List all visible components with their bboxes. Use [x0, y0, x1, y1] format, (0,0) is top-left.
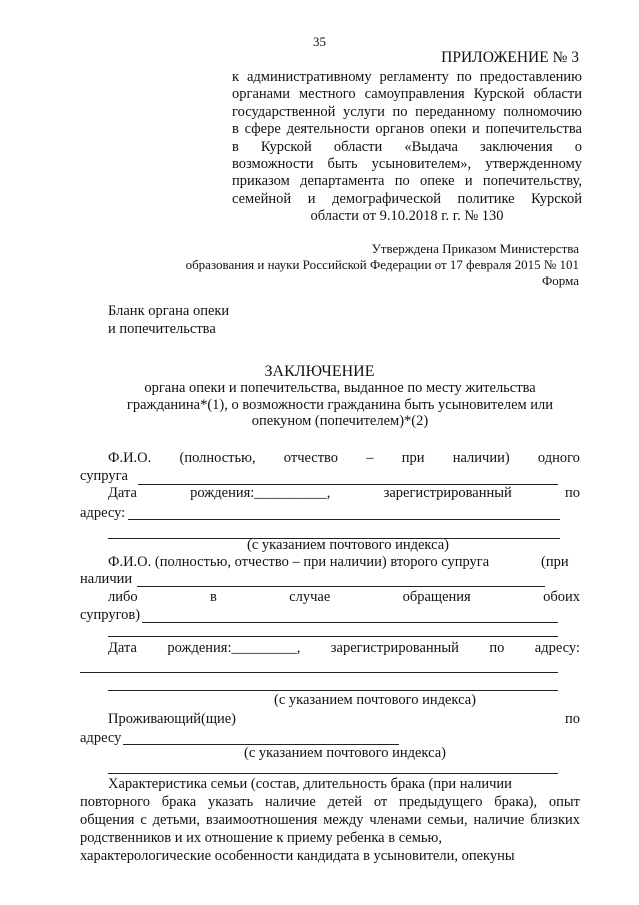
form-word: Дата: [108, 640, 137, 656]
spouses-label: супругов): [80, 607, 141, 623]
fio-first-spouse-row: [108, 450, 580, 467]
form-word: наличии): [452, 450, 510, 466]
characteristics-line: повторного брака указать наличие детей от предыдущего брака), опыт: [80, 794, 580, 810]
address-second-field[interactable]: [80, 672, 558, 673]
spouses-field[interactable]: [142, 622, 558, 623]
address-second-field-line2[interactable]: [108, 690, 558, 691]
form-word: отчество: [283, 450, 339, 466]
dob-field[interactable]: рождения:__________,: [190, 485, 331, 501]
form-word: зарегистрированный: [330, 640, 459, 656]
characteristics-line: [108, 776, 580, 793]
dob-first-spouse-row: [108, 485, 580, 502]
address-label: адресу:: [80, 505, 126, 521]
address-label: адресу: [80, 730, 122, 746]
letterhead-line: Бланк органа опеки: [108, 303, 230, 319]
regulation-line: приказом департамента по опеке и попечительству,: [232, 173, 582, 190]
second-spouse-name-field[interactable]: [137, 586, 545, 587]
regulation-line: области от 9.10.2018 г. г. № 130: [310, 208, 504, 225]
form-word: –: [366, 450, 374, 466]
form-word: при: [401, 450, 425, 466]
form-word: по: [564, 485, 580, 501]
characteristics-line: характерологические особенности кандидата в усыновители, опекуны: [80, 848, 515, 864]
regulation-reference: [232, 69, 582, 226]
postal-hint: (с указанием почтового индекса): [274, 692, 476, 708]
subtitle-line: опекуном (попечителем)*(2): [251, 413, 429, 429]
approval-line: Утверждена Приказом Министерства: [371, 241, 579, 256]
regulation-line: к административному регламенту по предоставлению: [232, 69, 582, 85]
postal-hint: (с указанием почтового индекса): [244, 745, 446, 761]
spouse-label: супруга: [80, 468, 128, 484]
paragraph-text: Характеристика семьи (состав, длительность брака (при наличии: [108, 776, 512, 792]
form-word: одного: [537, 450, 580, 466]
regulation-line: семейной и демографической политике Курской: [232, 190, 582, 207]
either-spouses-row: [108, 589, 580, 606]
authority-letterhead: [108, 302, 229, 338]
form-word: по: [489, 640, 505, 656]
form-word: (полностью,: [179, 450, 256, 466]
approval-line: образования и науки Российской Федерации от 17 февраля 2015 № 101: [185, 257, 579, 272]
page-number: 35: [313, 34, 326, 49]
residing-label: Проживающий(щие): [108, 711, 237, 727]
form-word: зарегистрированный: [383, 485, 512, 501]
document-subtitle: [110, 380, 570, 430]
form-word: обращения: [402, 589, 471, 605]
regulation-line: в сфере деятельности органов опеки и попечительства: [232, 121, 582, 138]
approval-line: Форма: [542, 273, 579, 288]
subtitle-line: органа опеки и попечительства, выданное по месту жительства: [144, 380, 536, 396]
regulation-line: органами местного самоуправления Курской области: [232, 86, 582, 103]
regulation-line: в Курской области «Выдача заключения о: [232, 138, 582, 155]
form-word: случае: [289, 589, 331, 605]
subtitle-line: гражданина*(1), о возможности гражданина быть усыновителем или: [126, 396, 554, 413]
regulation-line: возможности быть усыновителем», утвержденному: [232, 156, 582, 173]
form-word: обоих: [543, 589, 580, 605]
fio-second-spouse: Ф.И.О. (полностью, отчество – при наличии) второго супруга: [108, 554, 490, 570]
residing-tail: по: [565, 711, 581, 727]
letterhead-line: и попечительства: [108, 321, 216, 337]
form-word: либо: [108, 589, 138, 605]
approval-note: [186, 241, 579, 289]
fio-second-spouse-tail: (при: [541, 554, 569, 570]
form-word: в: [209, 589, 217, 605]
appendix-heading: ПРИЛОЖЕНИЕ № 3: [441, 49, 579, 66]
spouses-field-line2[interactable]: [108, 636, 558, 637]
postal-hint: (с указанием почтового индекса): [247, 537, 449, 553]
dob-second-spouse-row: [108, 640, 580, 657]
document-title: ЗАКЛЮЧЕНИЕ: [264, 363, 375, 380]
form-word: Дата: [108, 485, 137, 501]
presence-label: наличии: [80, 571, 133, 587]
characteristics-line: родственников и их отношение к приему ребенка в семью,: [80, 830, 442, 846]
dob-field[interactable]: рождения:_________,: [167, 640, 301, 656]
form-word: адресу:: [534, 640, 580, 656]
characteristics-line: общения с детьми, взаимоотношения между членами семьи, наличие близких: [80, 812, 580, 828]
form-word: Ф.И.О.: [108, 450, 152, 466]
address-field[interactable]: [128, 519, 560, 520]
blank-line[interactable]: [108, 773, 558, 774]
regulation-line: государственной услуги по переданному полномочию: [232, 103, 582, 120]
